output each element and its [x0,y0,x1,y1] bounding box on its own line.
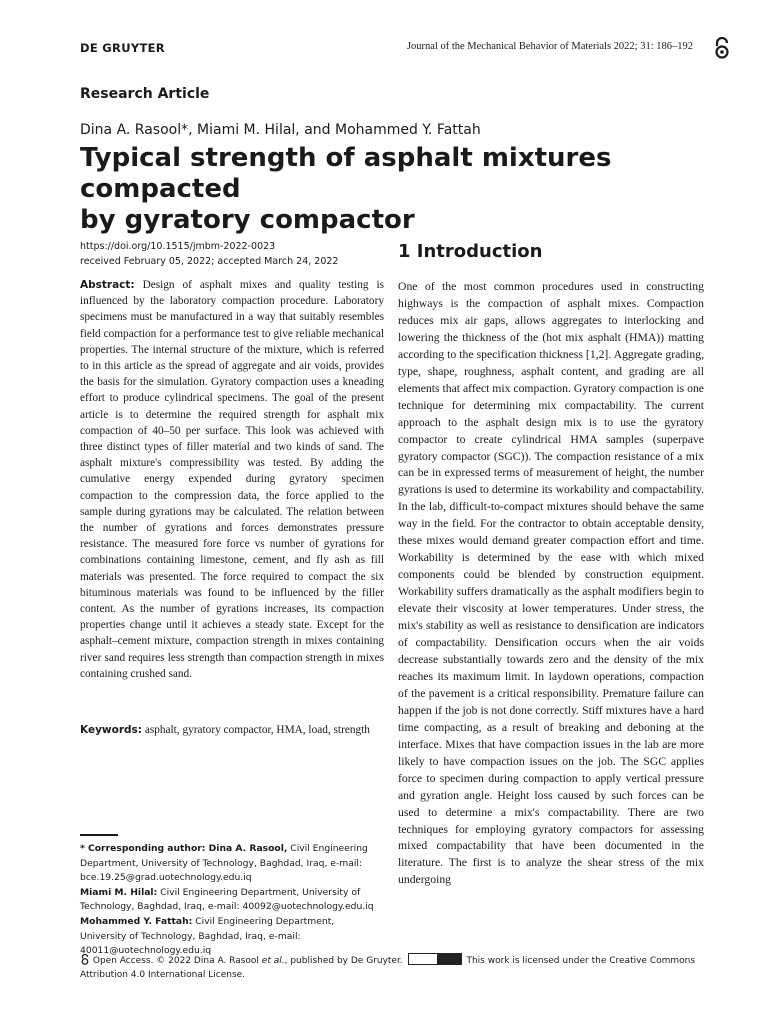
title-line-1: Typical strength of asphalt mixtures compacted [80,143,612,204]
license-text-2: , published by De Gruyter. [284,956,403,966]
corresponding-author-text: Civil Engineering Department, University of Technology, Baghdad, Iraq, e-mail: bce.19.25@grad.uotechnology.edu.iq [80,843,368,884]
fattah-label: Mohammed Y. Fattah: [80,915,193,927]
introduction-body: One of the most common procedures used in constructing highways is the compaction of asphalt mixes. Compaction reduces mix air gaps, allows aggregates to interlocking and lowering the thickness of the (hot mix asphalt (HMA)) matting according to the specification thickness [1,2]. Aggregate grading, type, shape, roughness, asphalt content, and grading are all elements that affect mix compaction. Gyratory compaction is one technique for determining mix compactability. The current approach to the asphalt design mix is to use the gyratory compactor to create cylindrical HMA samples (superpave gyratory compactor (SGC)). The compaction resistance of a mix can be in expressed terms of measurement of height, the number gyrations is used to determine its workability and compactability. In the lab, difficult-to-compact mixtures should behave the same way in the field. For the contractor to obtain acceptable density, these mixes would demand greater compaction effort and time. Workability is determined by the ease with which mixed components could be blended by construction equipment. Workability suffers dramatically as the asphalt modifiers begin to elevate their viscosity at lower temperatures. Under stress, the mix's stability as well as resistance to densification are indicators of compactability. Densification occurs when the air voids decrease substantially towards zero and the density of the mix reaches its maximum limit. In laydown operations, compaction of the pavement is a critical responsibility. Premature failure can happen if the job is not done correctly. Stiff mixtures have a hard time compacting, as a result of breaking and deboning at the interface. Mixes that have compaction issues in the lab are more likely to have compaction issues on the job. The SGC applies force to specimen during compaction to apply vertical pressure and gyration angle. Height loss caused by such forces can be used to determine a mix's compactability. There are two techniques for employing gyratory compactors for assessing mixed compactability that have been documented in the literature. The first is to analyze the shear stress of the mix undergoing [398,280,704,887]
abstract-label: Abstract: [80,279,135,291]
hilal-text: Civil Engineering Department, University of Technology, Baghdad, Iraq, e-mail: 40092@uotechnology.edu.iq [80,886,374,913]
footnote-divider [80,834,118,836]
hilal-affiliation [80,886,380,915]
corresponding-author-label: * Corresponding author: Dina A. Rasool, [80,843,288,854]
license-footer [80,953,720,982]
article-meta [80,239,338,269]
license-etal: et al. [261,956,285,966]
fattah-text: Civil Engineering Department, University of Technology, Baghdad, Iraq, e-mail: 40011@uotechnology.edu.iq [80,915,335,957]
abstract [80,277,384,682]
hilal-label: Miami M. Hilal: [80,886,158,898]
keywords-text: asphalt, gyratory compactor, HMA, load, strength [144,724,370,736]
abstract-text: Design of asphalt mixes and quality testing is influenced by the laboratory compaction procedure. Laboratory specimens must be manufactured in a way that suitably resembles field compaction for a performance test to give reliable mechanical properties. The internal structure of the mixture, which is referred to in this article as the spread of aggregate and air voids, provides the basis for the simulation. Gyratory compaction uses a kneading effort to produce cylindrical specimens. The goal of the present article is to determine the required strength for asphalt mix compaction of 40–50 per surface. This look was achieved with three distinct types of filler material and two kinds of sand. The asphalt mixture's compressibility was tested. By adding the cumulative energy expended during gyratory specimen compaction to the compression data, the force applied to the sample during gyrations may be calculated. The relation between the number of gyrations and forces demonstrates pressure resistance. The measured fore force vs number of gyrations for combinations containing limestone, cement, and fly ash as fill materials was presented. The force required to compact the six bituminous materials was found to be influenced by the filler content. As the number of gyrations increases, its compaction properties change until it achieves a steady state. Except for the asphalt–cement mixture, compaction strength in mixes containing river sand requires less strength than compaction strength in mixes containing crushed sand. [80,279,384,680]
journal-citation: Journal of the Mechanical Behavior of Materials 2022; 31: 186–192 [406,41,693,52]
received-accepted-dates: received February 05, 2022; accepted March 24, 2022 [80,256,339,267]
open-access-icon [713,37,731,59]
article-title [80,143,720,236]
open-access-small-icon [80,954,90,965]
publisher-name: DE GRUYTER [80,41,165,55]
doi-link[interactable]: https://doi.org/10.1515/jmbm-2022-0023 [80,241,276,252]
corresponding-author-note [80,842,380,886]
keywords-label: Keywords: [80,724,142,736]
cc-by-badge-icon[interactable] [408,953,462,965]
license-text-3: This work is licensed under the Creative Commons Attribution 4.0 International License. [80,956,696,980]
keywords [80,722,384,738]
author-list: Dina A. Rasool*, Miami M. Hilal, and Mohammed Y. Fattah [80,122,481,138]
section-heading-introduction: 1 Introduction [398,241,543,262]
title-line-2: by gyratory compactor [80,205,415,235]
article-type-label: Research Article [80,86,210,102]
author-footnotes [80,842,380,959]
license-text-1: Open Access. © 2022 Dina A. Rasool [92,956,262,966]
